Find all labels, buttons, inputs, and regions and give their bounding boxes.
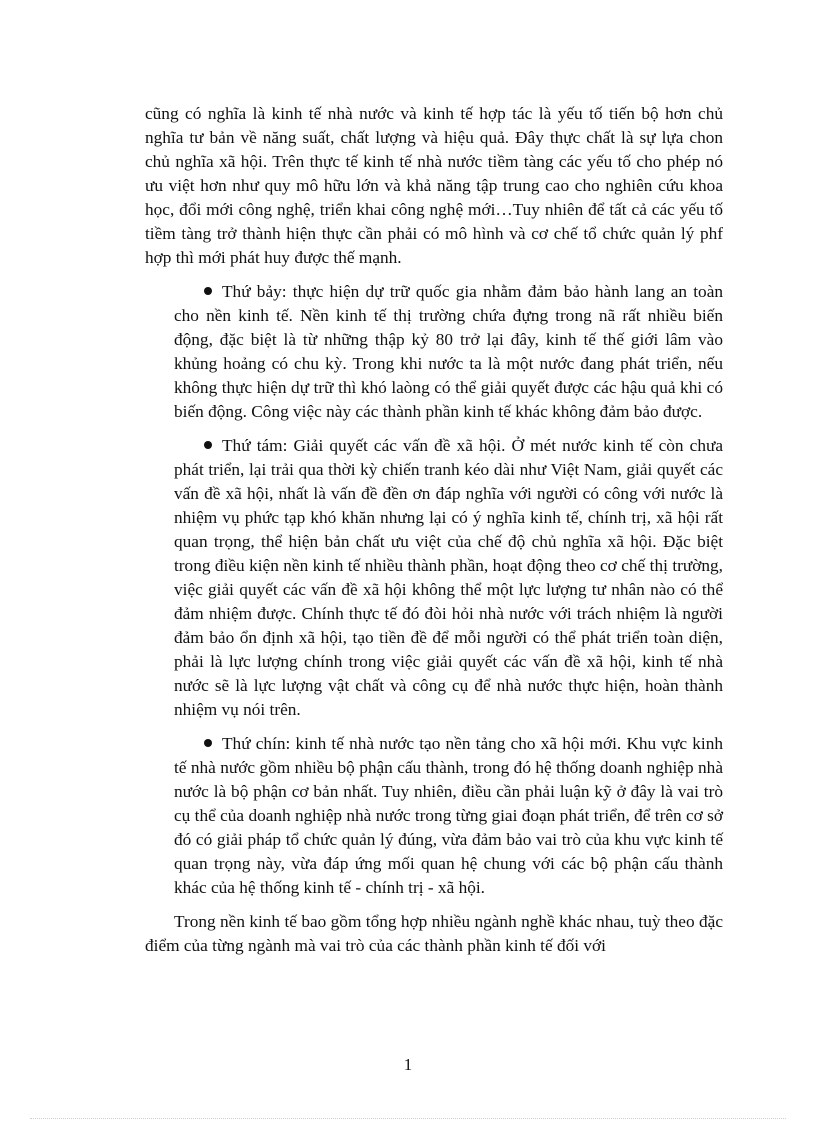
- paragraph-intro: cũng có nghĩa là kinh tế nhà nước và kinh tế hợp tác là yếu tố tiến bộ hơn chủ nghĩa tư bản về năng suất, chất lượng và hiệu quả. Đây thực chất là sự lựa chon chủ nghĩa xã hội. Trên thực tế kinh tế nhà nước tiềm tàng các yếu tố cho phép nó ưu việt hơn như quy mô hữu lớn và khả năng tập trung cao cho nghiên cứu khoa học, đổi mới công nghệ, triển khai công nghệ mới…Tuy nhiên để tất cả các yếu tố tiềm tàng trở thành hiện thực cần phải có mô hình và cơ chế tổ chức quản lý phf hợp thì mới phát huy được thế mạnh.: [145, 104, 723, 267]
- bullet-text-thu-bay: Thứ bảy: thực hiện dự trữ quốc gia nhằm đảm bảo hành lang an toàn cho nền kinh tế. Nền kinh tế thị trường chứa đựng trong nã rất nhiều biến động, đặc biệt là từ những thập kỷ 80 trở lại đây, kinh tế thế giới lâm vào khủng hoảng có chu kỳ. Trong khi nước ta là một nước đang phát triển, nếu không thực hiện dự trữ thì khó laòng có thể giải quyết được các hậu quả khi có biến động. Công việc này các thành phần kinh tế khác không đảm bảo được.: [174, 282, 723, 421]
- page-number: 1: [403, 1055, 413, 1074]
- bullet-text-thu-tam: Thứ tám: Giải quyết các vấn đề xã hội. Ở mét nước kinh tế còn chưa phát triển, lại trải qua thời kỳ chiến tranh kéo dài như Việt Nam, giải quyết các vấn đề xã hội, nhất là vấn đề đền ơn đáp nghĩa với người có công với nước là nhiệm vụ phức tạp khó khăn nhưng lại có ý nghĩa kinh tế, chính trị, xã hội rất quan trọng, thể hiện bản chất ưu việt của chế độ chủ nghĩa xã hội. Đặc biệt trong điều kiện nền kinh tế nhiều thành phần, hoạt động theo cơ chế thị trường, việc giải quyết các vấn đề xã hội không thể một lực lượng tư nhân nào có thể đảm nhiệm được. Chính thực tế đó đòi hỏi nhà nước với trách nhiệm là người đảm bảo ổn định xã hội, tạo tiền đề để mỗi người có thể phát triển toàn diện, phải là lực lượng chính trong việc giải quyết các vấn đề xã hội, kinh tế nhà nước sẽ là lực lượng vật chất và công cụ để nhà nước thực hiện, hoàn thành nhiệm vụ nói trên.: [174, 436, 723, 719]
- document-body: [145, 102, 723, 968]
- bullet-icon: [204, 739, 212, 747]
- bullet-paragraph-thu-bay: [145, 280, 723, 424]
- bullet-paragraph-thu-tam: [145, 434, 723, 722]
- bullet-icon: [204, 441, 212, 449]
- paragraph-closing: Trong nền kinh tế bao gồm tổng hợp nhiều ngành nghề khác nhau, tuỳ theo đặc điểm của từng ngành mà vai trò của các thành phần kinh tế đối với: [145, 912, 723, 955]
- bullet-paragraph-thu-chin: [145, 732, 723, 900]
- page-bottom-divider: [30, 1118, 786, 1119]
- bullet-text-thu-chin: Thứ chín: kinh tế nhà nước tạo nền tảng cho xã hội mới. Khu vực kinh tế nhà nước gồm nhiều bộ phận cấu thành, trong đó hệ thống doanh nghiệp nhà nước là bộ phận cơ bản nhất. Tuy nhiên, điều cần phải luận kỹ ở đây là vai trò cụ thể của doanh nghiệp nhà nước trong từng giai đoạn phát triển, để trên cơ sở đó có giải pháp tổ chức quản lý đúng, vừa đảm bảo vai trò của khu vực kinh tế quan trọng này, vừa đáp ứng mối quan hệ chung với các bộ phận cấu thành khác của hệ thống kinh tế - chính trị - xã hội.: [174, 734, 723, 897]
- bullet-icon: [204, 287, 212, 295]
